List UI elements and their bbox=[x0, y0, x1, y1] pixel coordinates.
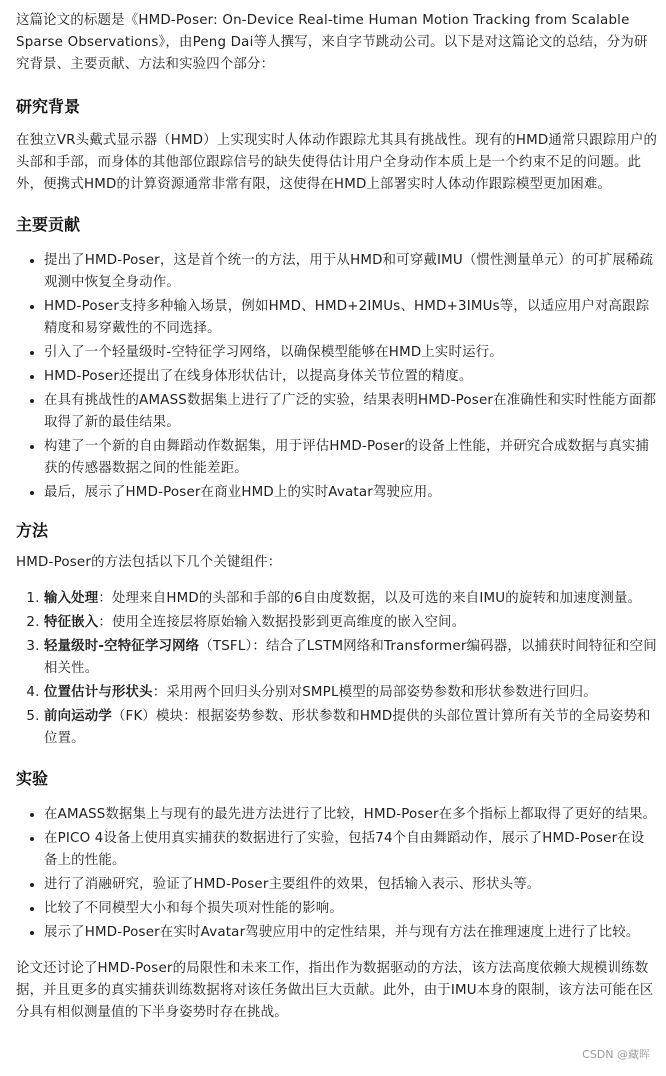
list-item: • 在PICO 4设备上使用真实捕获的数据进行了实验，包括74个自由舞蹈动作，展示了HMD-Poser在设备上的性能。 bbox=[44, 828, 658, 872]
list-item: • 展示了HMD-Poser在实时Avatar驾驶应用中的定性结果，并与现有方法在推理速度上进行了比较。 bbox=[44, 922, 658, 944]
item-text: ：使用全连接层将原始输入数据投影到更高维度的嵌入空间。 bbox=[98, 615, 466, 630]
section-title-contributions: 主要贡献 bbox=[16, 215, 81, 234]
section-title-method: 方法 bbox=[16, 521, 49, 540]
list-item: • 在具有挑战性的AMASS数据集上进行了广泛的实验，结果表明HMD-Poser在准确性和实时性能方面都取得了新的最佳结果。 bbox=[44, 390, 658, 434]
list-item bbox=[44, 706, 658, 750]
method-list bbox=[16, 588, 658, 750]
list-item: • 进行了消融研究，验证了HMD-Poser主要组件的效果，包括输入表示、形状头等。 bbox=[44, 874, 658, 896]
item-term: 特征嵌入 bbox=[44, 615, 99, 630]
section-title-background: 研究背景 bbox=[16, 97, 81, 116]
contributions-list bbox=[16, 250, 658, 504]
section-title-experiments: 实验 bbox=[16, 769, 49, 788]
item-text: ：处理来自HMD的头部和手部的6自由度数据，以及可选的来自IMU的旋转和加速度测量。 bbox=[98, 591, 642, 606]
item-term: 输入处理 bbox=[44, 591, 99, 606]
item-term: 前向运动学 bbox=[44, 709, 112, 724]
list-item: • 在AMASS数据集上与现有的最先进方法进行了比较，HMD-Poser在多个指标上都取得了更好的结果。 bbox=[44, 804, 658, 826]
method-intro: HMD-Poser的方法包括以下几个关键组件： bbox=[16, 555, 282, 570]
item-text: （FK）模块：根据姿势参数、形状参数和HMD提供的头部位置计算所有关节的全局姿势和位置。 bbox=[44, 709, 651, 746]
watermark: CSDN @藏晖 bbox=[582, 1048, 650, 1061]
item-term: 位置估计与形状头 bbox=[44, 685, 153, 700]
item-term: 轻量级时-空特征学习网络 bbox=[44, 639, 200, 654]
list-item: • HMD-Poser还提出了在线身体形状估计，以提高身体关节位置的精度。 bbox=[44, 366, 658, 388]
background-paragraph: 在独立VR头戴式显示器（HMD）上实现实时人体动作跟踪尤其具有挑战性。现有的HMD通常只跟踪用户的头部和手部，而身体的其他部位跟踪信号的缺失使得估计用户全身动作本质上是一个约束不足的问题。此外，便携式HMD的计算资源通常非常有限，这使得在HMD上部署实时人体动作跟踪模型更加困难。 bbox=[16, 133, 658, 192]
list-item: • 构建了一个新的自由舞蹈动作数据集，用于评估HMD-Poser的设备上性能，并研究合成数据与真实捕获的传感器数据之间的性能差距。 bbox=[44, 436, 658, 480]
list-item bbox=[44, 612, 658, 634]
experiments-list bbox=[16, 804, 658, 944]
list-item: • 提出了HMD-Poser，这是首个统一的方法，用于从HMD和可穿戴IMU（惯性测量单元）的可扩展稀疏观测中恢复全身动作。 bbox=[44, 250, 658, 294]
intro-paragraph: 这篇论文的标题是《HMD-Poser: On-Device Real-time Human Motion Tracking from Scalable Sparse Observations》，由Peng Dai等人撰写，来自字节跳动公司。以下是对这篇论文的总结，分为研究背景、主要贡献、方法和实验四个部分： bbox=[16, 13, 648, 72]
document-body bbox=[16, 10, 658, 1024]
item-text: （TSFL）：结合了LSTM网络和Transformer编码器，以捕获时间特征和空间相关性。 bbox=[44, 639, 657, 676]
list-item: • HMD-Poser支持多种输入场景，例如HMD、HMD+2IMUs、HMD+3IMUs等，以适应用户对高跟踪精度和易穿戴性的不同选择。 bbox=[44, 296, 658, 340]
list-item: • 比较了不同模型大小和每个损失项对性能的影响。 bbox=[44, 898, 658, 920]
conclusion-paragraph: 论文还讨论了HMD-Poser的局限性和未来工作，指出作为数据驱动的方法，该方法高度依赖大规模训练数据，并且更多的真实捕获训练数据将对该任务做出巨大贡献。此外，由于IMU本身的限制，该方法可能在区分具有相似测量值的下半身姿势时存在挑战。 bbox=[16, 961, 654, 1020]
list-item: • 引入了一个轻量级时-空特征学习网络，以确保模型能够在HMD上实时运行。 bbox=[44, 342, 658, 364]
item-text: ：采用两个回归头分别对SMPL模型的局部姿势参数和形状参数进行回归。 bbox=[152, 685, 597, 700]
list-item: • 最后，展示了HMD-Poser在商业HMD上的实时Avatar驾驶应用。 bbox=[44, 482, 658, 504]
list-item bbox=[44, 588, 658, 610]
list-item bbox=[44, 682, 658, 704]
list-item bbox=[44, 636, 658, 680]
